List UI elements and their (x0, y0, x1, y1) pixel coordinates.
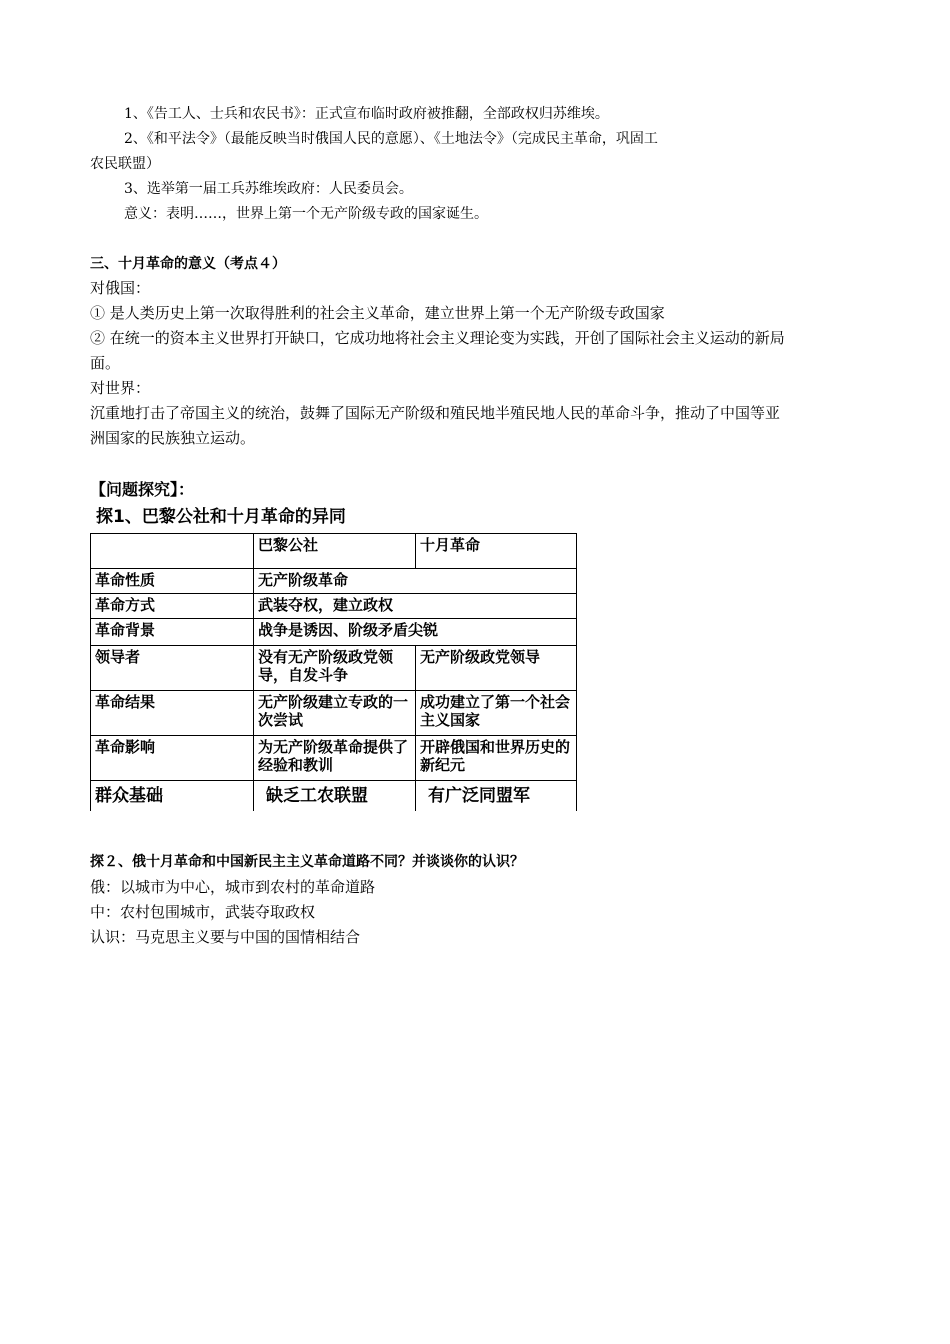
table-row (91, 781, 577, 811)
table-header-paris-commune: 巴黎公社 (254, 534, 416, 569)
row-label: 革命性质 (91, 569, 254, 594)
inquiry-q1-title: 探1、巴黎公社和十月革命的异同 (96, 507, 346, 527)
row-label: 革命结果 (91, 691, 254, 736)
measure-item-2-line-1: 2、《和平法令》（最能反映当时俄国人民的意愿）、《土地法令》（完成民主革命，巩固工 (124, 131, 658, 147)
table-row (91, 594, 577, 619)
russia-point-2-line-1: ② 在统一的资本主义世界打开缺口，它成功地将社会主义理论变为实践，开创了国际社会主义运动的新局 (90, 329, 785, 347)
table-header-corner (91, 534, 254, 569)
section-3-heading: 三、十月革命的意义（考点４） (90, 256, 286, 272)
russia-label: 对俄国： (90, 279, 151, 297)
table-row (91, 736, 577, 781)
row-paris-value: 缺乏工农联盟 (254, 781, 416, 811)
row-october-value: 有广泛同盟军 (416, 781, 577, 811)
row-label: 革命方式 (91, 594, 254, 619)
row-shared-value: 无产阶级革命 (254, 569, 577, 594)
row-paris-value: 无产阶级建立专政的一次尝试 (254, 691, 416, 736)
world-line-2: 洲国家的民族独立运动。 (90, 429, 256, 447)
russia-point-2-line-2: 面。 (90, 354, 121, 372)
table-header-october-revolution: 十月革命 (416, 534, 577, 569)
row-shared-value: 战争是诱因、阶级矛盾尖锐 (254, 619, 577, 646)
measure-item-3: 3、选举第一届工兵苏维埃政府：人民委员会。 (124, 181, 413, 197)
table-row (91, 569, 577, 594)
world-label: 对世界： (90, 379, 151, 397)
row-october-value: 开辟俄国和世界历史的新纪元 (416, 736, 577, 781)
q2-russia-answer: 俄：以城市为中心，城市到农村的革命道路 (90, 878, 376, 896)
row-october-value: 成功建立了第一个社会主义国家 (416, 691, 577, 736)
inquiry-heading: 【问题探究】： (90, 480, 195, 499)
significance-text: 意义：表明……，世界上第一个无产阶级专政的国家诞生。 (124, 206, 488, 222)
table-row (91, 691, 577, 736)
row-paris-value: 为无产阶级革命提供了经验和教训 (254, 736, 416, 781)
row-label: 领导者 (91, 646, 254, 691)
comparison-table (90, 533, 577, 811)
measure-item-1: 1、《告工人、士兵和农民书》：正式宣布临时政府被推翻，全部政权归苏维埃。 (124, 106, 609, 122)
row-shared-value: 武装夺权，建立政权 (254, 594, 577, 619)
table-header-row (91, 534, 577, 569)
russia-point-1: ① 是人类历史上第一次取得胜利的社会主义革命，建立世界上第一个无产阶级专政国家 (90, 304, 665, 322)
row-label: 群众基础 (91, 781, 254, 811)
table-row (91, 646, 577, 691)
row-october-value: 无产阶级政党领导 (416, 646, 577, 691)
measure-item-2-line-2: 农民联盟） (90, 156, 160, 172)
q2-view-answer: 认识：马克思主义要与中国的国情相结合 (90, 928, 361, 946)
row-label: 革命背景 (91, 619, 254, 646)
table-row (91, 619, 577, 646)
inquiry-q2-title: 探２、俄十月革命和中国新民主主义革命道路不同？并谈谈你的认识？ (90, 854, 524, 870)
world-line-1: 沉重地打击了帝国主义的统治，鼓舞了国际无产阶级和殖民地半殖民地人民的革命斗争，推动了中国等亚 (90, 404, 781, 422)
row-label: 革命影响 (91, 736, 254, 781)
row-paris-value: 没有无产阶级政党领导，自发斗争 (254, 646, 416, 691)
q2-china-answer: 中：农村包围城市，武装夺取政权 (90, 903, 316, 921)
